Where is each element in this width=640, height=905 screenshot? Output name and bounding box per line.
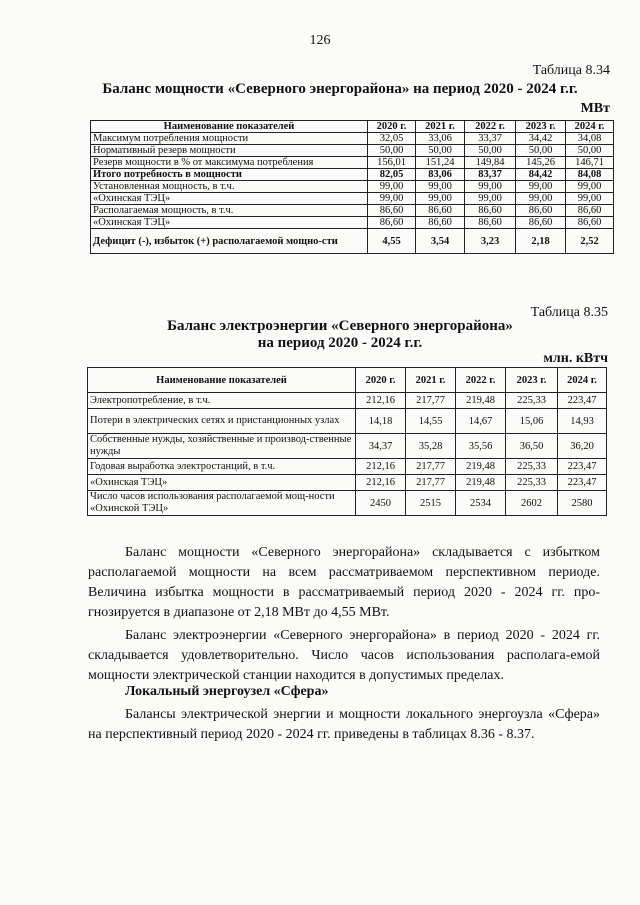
table-row — [91, 157, 614, 169]
value-cell: 223,47 — [558, 475, 607, 491]
row-name-cell: Дефицит (-), избыток (+) располагаемой мощно-сти — [91, 229, 368, 254]
value-cell: 2450 — [356, 491, 406, 516]
value-cell: 36,50 — [506, 434, 558, 459]
row-name-cell: Максимум потребления мощности — [91, 133, 368, 145]
value-cell: 99,00 — [566, 193, 614, 205]
value-cell: 2515 — [406, 491, 456, 516]
value-cell: 14,93 — [558, 409, 607, 434]
value-cell: 84,42 — [516, 169, 566, 181]
value-cell: 34,37 — [356, 434, 406, 459]
table-header-row — [91, 121, 614, 133]
table-row — [88, 409, 607, 434]
table-row — [88, 475, 607, 491]
electricity-balance-table — [87, 367, 607, 516]
header-cell-year: 2022 г. — [456, 368, 506, 393]
value-cell: 151,24 — [416, 157, 465, 169]
value-cell: 35,56 — [456, 434, 506, 459]
row-name-cell: Установленная мощность, в т.ч. — [91, 181, 368, 193]
table-header-row — [88, 368, 607, 393]
value-cell: 34,08 — [566, 133, 614, 145]
header-cell-year: 2023 г. — [516, 121, 566, 133]
row-name-cell: Потери в электрических сетях и пристанционных узлах — [88, 409, 356, 434]
value-cell: 219,48 — [456, 475, 506, 491]
table-row — [91, 169, 614, 181]
value-cell: 14,67 — [456, 409, 506, 434]
value-cell: 225,33 — [506, 459, 558, 475]
header-cell-name: Наименование показателей — [91, 121, 368, 133]
row-name-cell: Годовая выработка электростанций, в т.ч. — [88, 459, 356, 475]
value-cell: 212,16 — [356, 475, 406, 491]
value-cell: 219,48 — [456, 393, 506, 409]
value-cell: 50,00 — [465, 145, 516, 157]
value-cell: 3,23 — [465, 229, 516, 254]
page-number: 126 — [309, 33, 331, 48]
table-label: Таблица 8.35 — [530, 305, 608, 320]
row-name-cell: Располагаемая мощность, в т.ч. — [91, 205, 368, 217]
row-name-cell: Итого потребность в мощности — [91, 169, 368, 181]
section-heading: Локальный энергоузел «Сфера» — [125, 684, 329, 699]
table-label: Таблица 8.34 — [532, 63, 610, 78]
header-cell-year: 2020 г. — [368, 121, 416, 133]
value-cell: 3,54 — [416, 229, 465, 254]
value-cell: 217,77 — [406, 475, 456, 491]
power-balance-table — [90, 120, 614, 254]
value-cell: 32,05 — [368, 133, 416, 145]
value-cell: 223,47 — [558, 459, 607, 475]
value-cell: 223,47 — [558, 393, 607, 409]
header-cell-year: 2020 г. — [356, 368, 406, 393]
value-cell: 33,37 — [465, 133, 516, 145]
header-cell-year: 2022 г. — [465, 121, 516, 133]
table-row — [91, 205, 614, 217]
table-unit: млн. кВтч — [543, 351, 608, 366]
table-title-line1: Баланс электроэнергии «Северного энергорайона» — [167, 318, 513, 334]
value-cell: 86,60 — [566, 217, 614, 229]
row-name-cell: «Охинская ТЭЦ» — [88, 475, 356, 491]
row-name-cell: «Охинская ТЭЦ» — [91, 193, 368, 205]
value-cell: 86,60 — [516, 205, 566, 217]
value-cell: 2,18 — [516, 229, 566, 254]
table-row — [91, 133, 614, 145]
value-cell: 50,00 — [566, 145, 614, 157]
value-cell: 99,00 — [465, 181, 516, 193]
table-row — [91, 181, 614, 193]
value-cell: 99,00 — [465, 193, 516, 205]
value-cell: 2534 — [456, 491, 506, 516]
value-cell: 50,00 — [416, 145, 465, 157]
value-cell: 146,71 — [566, 157, 614, 169]
paragraph: Балансы электрической энергии и мощности локального энергоузла «Сфера» на перспективный период 2020 - 2024 гг. приведены в таблицах 8.36 - 8.37. — [88, 707, 600, 742]
header-cell-year: 2021 г. — [406, 368, 456, 393]
table-row — [91, 217, 614, 229]
value-cell: 86,60 — [416, 217, 465, 229]
value-cell: 14,18 — [356, 409, 406, 434]
row-name-cell: Собственные нужды, хозяйственные и производ-ственные нужды — [88, 434, 356, 459]
table-row — [91, 229, 614, 254]
value-cell: 84,08 — [566, 169, 614, 181]
value-cell: 217,77 — [406, 393, 456, 409]
value-cell: 99,00 — [368, 193, 416, 205]
value-cell: 83,37 — [465, 169, 516, 181]
value-cell: 50,00 — [368, 145, 416, 157]
value-cell: 35,28 — [406, 434, 456, 459]
value-cell: 86,60 — [465, 205, 516, 217]
table-row — [88, 434, 607, 459]
value-cell: 212,16 — [356, 393, 406, 409]
value-cell: 33,06 — [416, 133, 465, 145]
table-row — [88, 459, 607, 475]
value-cell: 212,16 — [356, 459, 406, 475]
value-cell: 34,42 — [516, 133, 566, 145]
value-cell: 86,60 — [416, 205, 465, 217]
value-cell: 156,01 — [368, 157, 416, 169]
value-cell: 86,60 — [368, 205, 416, 217]
row-name-cell: Число часов использования располагаемой мощ-ности «Охинской ТЭЦ» — [88, 491, 356, 516]
header-cell-year: 2024 г. — [566, 121, 614, 133]
table-title: Баланс мощности «Северного энергорайона» на период 2020 - 2024 г.г. — [102, 81, 578, 97]
value-cell: 50,00 — [516, 145, 566, 157]
table-unit: МВт — [580, 101, 610, 116]
value-cell: 217,77 — [406, 459, 456, 475]
paragraph: Баланс мощности «Северного энергорайона» складывается с избытком располагаемой мощности на всем рассматриваемом перспективном периоде. Величина избытка мощности в рассматриваемый период 2020 - 2024 гг. про-гнозируется в диапазоне от 2,18 МВт до 4,55 МВт. — [88, 545, 600, 620]
table-row — [91, 193, 614, 205]
value-cell: 83,06 — [416, 169, 465, 181]
value-cell: 2,52 — [566, 229, 614, 254]
row-name-cell: Резерв мощности в % от максимума потребления — [91, 157, 368, 169]
table-row — [88, 393, 607, 409]
value-cell: 225,33 — [506, 475, 558, 491]
value-cell: 2602 — [506, 491, 558, 516]
header-cell-year: 2021 г. — [416, 121, 465, 133]
header-cell-year: 2023 г. — [506, 368, 558, 393]
value-cell: 2580 — [558, 491, 607, 516]
value-cell: 86,60 — [368, 217, 416, 229]
value-cell: 99,00 — [368, 181, 416, 193]
value-cell: 86,60 — [566, 205, 614, 217]
value-cell: 99,00 — [416, 193, 465, 205]
value-cell: 225,33 — [506, 393, 558, 409]
row-name-cell: Электропотребление, в т.ч. — [88, 393, 356, 409]
value-cell: 149,84 — [465, 157, 516, 169]
value-cell: 86,60 — [465, 217, 516, 229]
table-row — [91, 145, 614, 157]
value-cell: 99,00 — [566, 181, 614, 193]
value-cell: 36,20 — [558, 434, 607, 459]
value-cell: 219,48 — [456, 459, 506, 475]
header-cell-name: Наименование показателей — [88, 368, 356, 393]
value-cell: 99,00 — [516, 193, 566, 205]
value-cell: 14,55 — [406, 409, 456, 434]
row-name-cell: Нормативный резерв мощности — [91, 145, 368, 157]
value-cell: 82,05 — [368, 169, 416, 181]
header-cell-year: 2024 г. — [558, 368, 607, 393]
row-name-cell: «Охинская ТЭЦ» — [91, 217, 368, 229]
table-row — [88, 491, 607, 516]
value-cell: 4,55 — [368, 229, 416, 254]
value-cell: 86,60 — [516, 217, 566, 229]
value-cell: 15,06 — [506, 409, 558, 434]
value-cell: 145,26 — [516, 157, 566, 169]
value-cell: 99,00 — [516, 181, 566, 193]
table-title-line2: на период 2020 - 2024 г.г. — [257, 335, 423, 351]
value-cell: 99,00 — [416, 181, 465, 193]
paragraph: Баланс электроэнергии «Северного энергорайона» в период 2020 - 2024 гг. складывается удовлетворительно. Число часов использования располага-емой мощности электрической станции находится в допустимых пределах. — [88, 628, 600, 683]
